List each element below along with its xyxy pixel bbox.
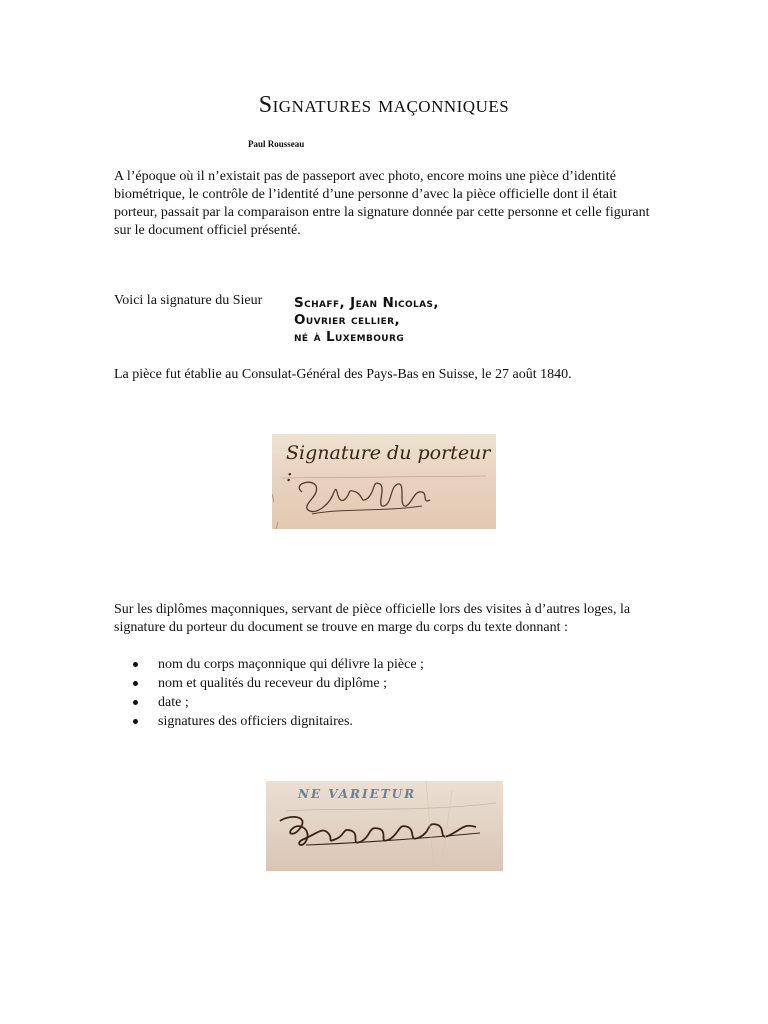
sieur-label: Voici la signature du Sieur xyxy=(114,293,263,308)
author-name: Paul Rousseau xyxy=(248,139,305,149)
handwritten-signature-schaff xyxy=(272,434,496,529)
page-title: Signatures maçonniques xyxy=(258,92,510,118)
list-item: signatures des officiers dignitaires. xyxy=(130,712,424,731)
ne-varietur-caption: NE VARIETUR xyxy=(298,787,417,801)
diploma-paragraph: Sur les diplômes maçonniques, servant de pièce officielle lors des visites à d’autres loges, la signature du porteur du document se trouve en marge du corps du texte donnant : xyxy=(114,602,631,635)
list-item: date ; xyxy=(130,693,424,712)
signature-image-porteur xyxy=(272,434,496,529)
sieur-identity xyxy=(294,295,439,346)
list-item: nom et qualités du receveur du diplôme ; xyxy=(130,674,424,693)
sieur-name: Schaff, Jean Nicolas, xyxy=(294,295,439,311)
bullet-icon xyxy=(133,662,138,667)
handwritten-signature-george xyxy=(266,781,503,871)
diploma-contents-list xyxy=(130,655,424,731)
signature-image-ne-varietur xyxy=(266,781,503,871)
sieur-birthplace: né à Luxembourg xyxy=(294,329,405,345)
signature-caption: Signature du porteur : xyxy=(286,442,491,486)
bullet-icon xyxy=(133,700,138,705)
list-item: nom du corps maçonnique qui délivre la pièce ; xyxy=(130,655,424,674)
bullet-icon xyxy=(133,681,138,686)
intro-paragraph: A l’époque où il n’existait pas de passeport avec photo, encore moins une pièce d’identité biométrique, le contrôle de l’identité d’une personne d’avec la pièce officielle dont il était porteur, passait par la comparaison entre la signature donnée par cette personne et celle figurant sur le document officiel présenté. xyxy=(114,169,650,238)
sieur-profession: Ouvrier cellier, xyxy=(294,312,400,328)
document-origin-paragraph: La pièce fut établie au Consulat-Général des Pays-Bas en Suisse, le 27 août 1840. xyxy=(114,367,572,382)
bullet-icon xyxy=(133,719,138,724)
